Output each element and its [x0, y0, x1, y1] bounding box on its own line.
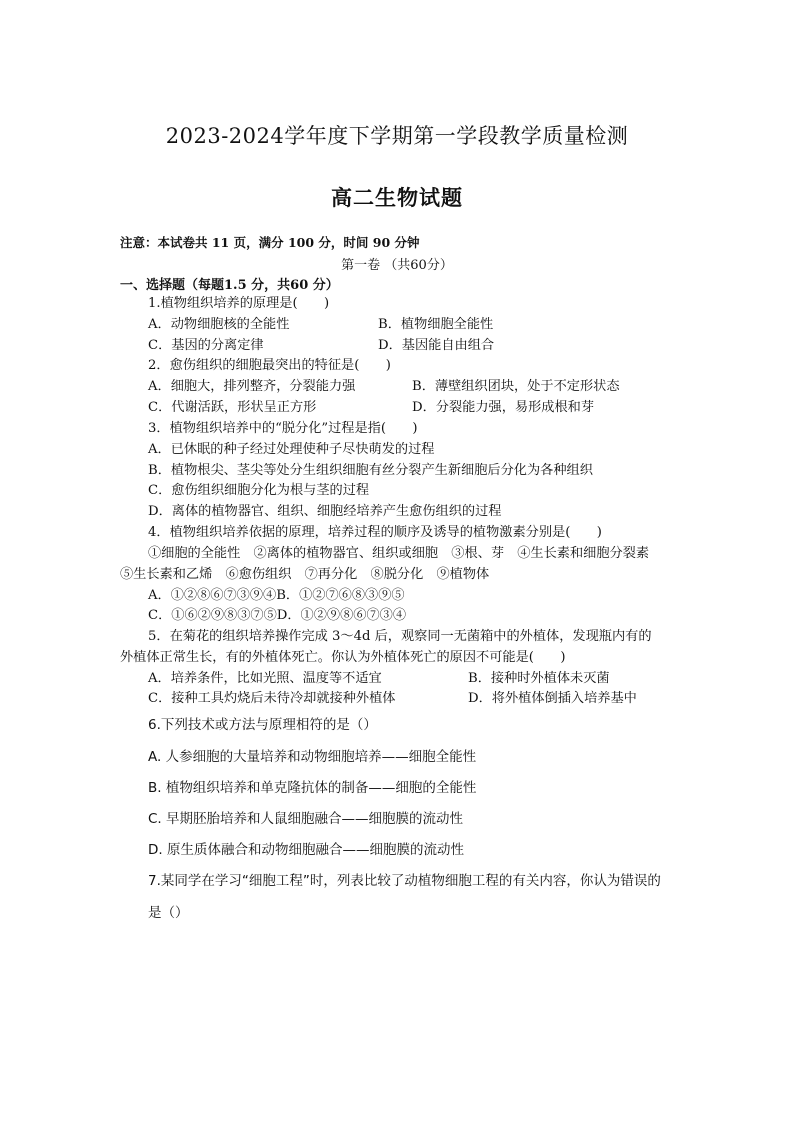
q1-option-b: B．植物细胞全能性 — [378, 317, 494, 332]
q5-stem-line2: 外植体正常生长，有的外植体死亡。你认为外植体死亡的原因不可能是( ) — [120, 650, 566, 665]
q4-stem: 4．植物组织培养依据的原理，培养过程的顺序及诱导的植物激素分别是( ) — [148, 525, 602, 540]
q4-items-line1: ①细胞的全能性 ②离体的植物器官、组织或细胞 ③根、芽 ④生长素和细胞分裂素 — [148, 546, 650, 561]
exam-notice: 注意：本试卷共 11 页，满分 100 分，时间 90 分钟 — [120, 235, 420, 250]
q4-options-ab: A．①②⑧⑥⑦③⑨④B．①②⑦⑥⑧③⑨⑤ — [148, 588, 405, 603]
q2-stem: 2．愈伤组织的细胞最突出的特征是( ) — [148, 358, 391, 373]
q6-option-d: D. 原生质体融合和动物细胞融合——细胞膜的流动性 — [148, 842, 464, 858]
q2-option-c: C．代谢活跃，形状呈正方形 — [148, 400, 317, 415]
q7-stem-line1: 7.某同学在学习“细胞工程”时，列表比较了动植物细胞工程的有关内容，你认为错误的 — [148, 873, 661, 889]
q6-option-b: B. 植物组织培养和单克隆抗体的制备——细胞的全能性 — [148, 780, 477, 796]
q2-option-d: D．分裂能力强，易形成根和芽 — [412, 400, 595, 415]
q6-stem: 6.下列技术或方法与原理相符的是（） — [148, 717, 377, 733]
q1-option-c: C．基因的分离定律 — [148, 338, 264, 353]
q1-stem: 1.植物组织培养的原理是( ) — [148, 296, 330, 311]
q2-option-b: B．薄壁组织团块，处于不定形状态 — [412, 379, 620, 394]
q6-option-c: C. 早期胚胎培养和人鼠细胞融合——细胞膜的流动性 — [148, 811, 464, 827]
q3-stem: 3．植物组织培养中的“脱分化”过程是指( ) — [148, 421, 418, 436]
q2-option-a: A．细胞大，排列整齐，分裂能力强 — [148, 379, 356, 394]
q3-option-d: D．离体的植物器官、组织、细胞经培养产生愈伤组织的过程 — [148, 504, 502, 519]
exam-subtitle: 高二生物试题 — [331, 185, 463, 210]
q4-options-cd: C．①⑥②⑨⑧③⑦⑤D．①②⑨⑧⑥⑦③④ — [148, 608, 407, 623]
q3-option-b: B．植物根尖、茎尖等处分生组织细胞有丝分裂产生新细胞后分化为各种组织 — [148, 463, 593, 478]
q4-items-line2: ⑤生长素和乙烯 ⑥愈伤组织 ⑦再分化 ⑧脱分化 ⑨植物体 — [120, 567, 490, 582]
q5-option-b: B．接种时外植体未灭菌 — [468, 671, 610, 686]
q1-option-a: A．动物细胞核的全能性 — [148, 317, 290, 332]
q5-option-a: A．培养条件，比如光照、温度等不适宜 — [148, 671, 382, 686]
q6-option-a: A. 人参细胞的大量培养和动物细胞培养——细胞全能性 — [148, 749, 477, 765]
section-heading: 一、选择题（每题1.5 分，共60 分） — [120, 278, 339, 293]
q5-option-c: C．接种工具灼烧后未待冷却就接种外植体 — [148, 691, 396, 706]
q5-option-d: D．将外植体倒插入培养基中 — [468, 691, 637, 706]
q5-stem-line1: 5．在菊花的组织培养操作完成 3～4d 后，观察同一无菌箱中的外植体，发现瓶内有的 — [148, 629, 652, 644]
q7-stem-line2: 是（） — [148, 905, 189, 921]
q3-option-c: C．愈伤组织细胞分化为根与茎的过程 — [148, 483, 370, 498]
q3-option-a: A．已休眠的种子经过处理使种子尽快萌发的过程 — [148, 442, 435, 457]
q1-option-d: D．基因能自由组合 — [378, 338, 495, 353]
volume-heading: 第一卷 （共60分） — [341, 258, 453, 273]
exam-title: 2023-2024学年度下学期第一学段教学质量检测 — [165, 124, 629, 148]
